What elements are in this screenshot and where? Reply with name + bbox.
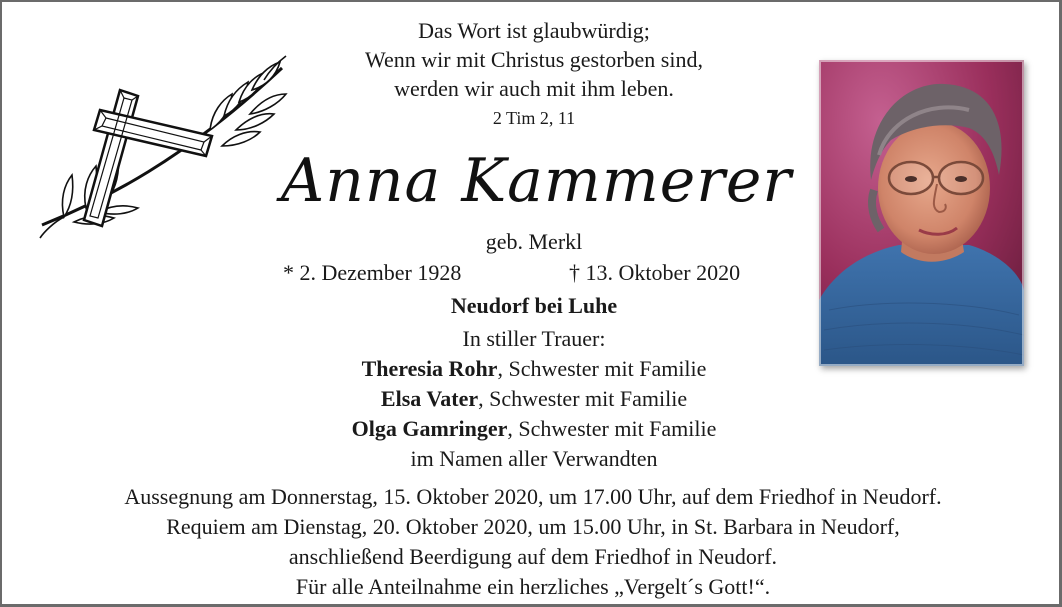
- verse-line: Das Wort ist glaubwürdig;: [418, 18, 650, 43]
- mourner-name: Olga Gamringer: [351, 416, 508, 441]
- mourner-relation: , Schwester mit Familie: [497, 356, 707, 381]
- mourner-relation: , Schwester mit Familie: [507, 416, 717, 441]
- mourners-intro: In stiller Trauer:: [462, 326, 606, 351]
- funeral-line: Für alle Anteilnahme ein herzliches „Vergelt´s Gott!“.: [295, 574, 771, 599]
- birth-date: * 2. Dezember 1928: [283, 260, 462, 285]
- verse-line: Wenn wir mit Christus gestorben sind,: [365, 47, 703, 72]
- birth-name: geb. Merkl: [485, 229, 583, 254]
- funeral-line: anschließend Beerdigung auf dem Friedhof in Neudorf.: [288, 544, 778, 569]
- mourner-name: Theresia Rohr: [361, 356, 498, 381]
- funeral-line: Aussegnung am Donnerstag, 15. Oktober 2020, um 17.00 Uhr, auf dem Friedhof in Neudorf.: [124, 484, 942, 509]
- verse-reference: 2 Tim 2, 11: [492, 108, 576, 128]
- mourner-relation: , Schwester mit Familie: [478, 386, 688, 411]
- mourner-line: [262, 414, 806, 443]
- mourner-line: [262, 354, 806, 383]
- funeral-line: Requiem am Dienstag, 20. Oktober 2020, um 15.00 Uhr, in St. Barbara in Neudorf,: [166, 514, 900, 539]
- portrait-photo: [819, 60, 1024, 366]
- funeral-details: [22, 482, 1044, 602]
- mourner-name: Elsa Vater: [380, 386, 479, 411]
- death-date: † 13. Oktober 2020: [569, 260, 741, 285]
- mourners-closing: im Namen aller Verwandten: [410, 446, 658, 471]
- hometown: Neudorf bei Luhe: [450, 293, 618, 318]
- deceased-name: Anna Kammerer: [280, 146, 793, 216]
- mourner-line: [262, 384, 806, 413]
- verse-line: werden wir auch mit ihm leben.: [394, 76, 674, 101]
- cross-with-palm-branch-icon: [34, 50, 290, 240]
- bible-verse: [302, 16, 766, 103]
